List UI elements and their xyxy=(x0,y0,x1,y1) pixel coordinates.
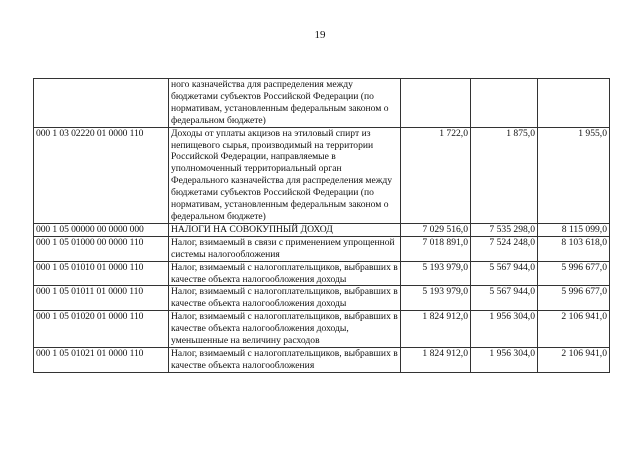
amount-year-3-cell xyxy=(538,79,610,128)
table-row xyxy=(34,311,610,348)
amount-year-1-cell: 1 722,0 xyxy=(401,127,471,223)
budget-code-cell: 000 1 03 02220 01 0000 110 xyxy=(34,127,169,223)
amount-year-1-cell: 5 193 979,0 xyxy=(401,286,471,311)
page-number: 19 xyxy=(314,29,326,41)
table-row xyxy=(34,286,610,311)
table-row xyxy=(34,347,610,372)
budget-code-cell: 000 1 05 00000 00 0000 000 xyxy=(34,223,169,236)
budget-code-cell: 000 1 05 01010 01 0000 110 xyxy=(34,261,169,286)
budget-code-cell: 000 1 05 01020 01 0000 110 xyxy=(34,311,169,348)
amount-year-3-cell: 2 106 941,0 xyxy=(538,347,610,372)
table-row xyxy=(34,223,610,236)
budget-code-cell xyxy=(34,79,169,128)
amount-year-3-cell: 2 106 941,0 xyxy=(538,311,610,348)
revenue-name-cell: НАЛОГИ НА СОВОКУПНЫЙ ДОХОД xyxy=(169,223,401,236)
amount-year-2-cell: 5 567 944,0 xyxy=(471,261,538,286)
table-row xyxy=(34,79,610,128)
amount-year-2-cell: 7 535 298,0 xyxy=(471,223,538,236)
revenue-name-cell: Налог, взимаемый с налогоплательщиков, выбравших в качестве объекта налогообложения доходы xyxy=(169,261,401,286)
amount-year-1-cell: 7 018 891,0 xyxy=(401,236,471,261)
amount-year-1-cell: 1 824 912,0 xyxy=(401,311,471,348)
table-row xyxy=(34,236,610,261)
revenue-name-cell: ного казначейства для распределения между бюджетами субъектов Российской Федерации (по нормативам, установленным федеральным законом о федеральном бюджете) xyxy=(169,79,401,128)
table-row xyxy=(34,261,610,286)
amount-year-2-cell: 1 956 304,0 xyxy=(471,347,538,372)
amount-year-2-cell: 1 875,0 xyxy=(471,127,538,223)
amount-year-3-cell: 1 955,0 xyxy=(538,127,610,223)
revenue-name-cell: Налог, взимаемый с налогоплательщиков, выбравших в качестве объекта налогообложения доходы, уменьшенные на величину расходов xyxy=(169,311,401,348)
revenue-name-cell: Налог, взимаемый с налогоплательщиков, выбравших в качестве объекта налогообложения доходы xyxy=(169,286,401,311)
budget-code-cell: 000 1 05 01000 00 0000 110 xyxy=(34,236,169,261)
amount-year-3-cell: 5 996 677,0 xyxy=(538,261,610,286)
amount-year-1-cell: 5 193 979,0 xyxy=(401,261,471,286)
revenue-name-cell: Доходы от уплаты акцизов на этиловый спирт из непищевого сырья, производимый на территории Российской Федерации, направляемые в уполномоченный территориальный орган Федерального казначейства для распределения между бюджетами субъектов Российской Федерации (по нормативам, установленным федеральным законом о федеральном бюджете) xyxy=(169,127,401,223)
budget-code-cell: 000 1 05 01021 01 0000 110 xyxy=(34,347,169,372)
amount-year-3-cell: 5 996 677,0 xyxy=(538,286,610,311)
amount-year-3-cell: 8 115 099,0 xyxy=(538,223,610,236)
amount-year-2-cell: 5 567 944,0 xyxy=(471,286,538,311)
table-row xyxy=(34,127,610,223)
revenue-name-cell: Налог, взимаемый с налогоплательщиков, выбравших в качестве объекта налогообложения xyxy=(169,347,401,372)
amount-year-1-cell xyxy=(401,79,471,128)
amount-year-2-cell xyxy=(471,79,538,128)
budget-code-cell: 000 1 05 01011 01 0000 110 xyxy=(34,286,169,311)
amount-year-2-cell: 1 956 304,0 xyxy=(471,311,538,348)
amount-year-3-cell: 8 103 618,0 xyxy=(538,236,610,261)
amount-year-2-cell: 7 524 248,0 xyxy=(471,236,538,261)
revenue-name-cell: Налог, взимаемый в связи с применением упрощенной системы налогообложения xyxy=(169,236,401,261)
budget-revenue-table xyxy=(33,78,610,373)
amount-year-1-cell: 7 029 516,0 xyxy=(401,223,471,236)
amount-year-1-cell: 1 824 912,0 xyxy=(401,347,471,372)
